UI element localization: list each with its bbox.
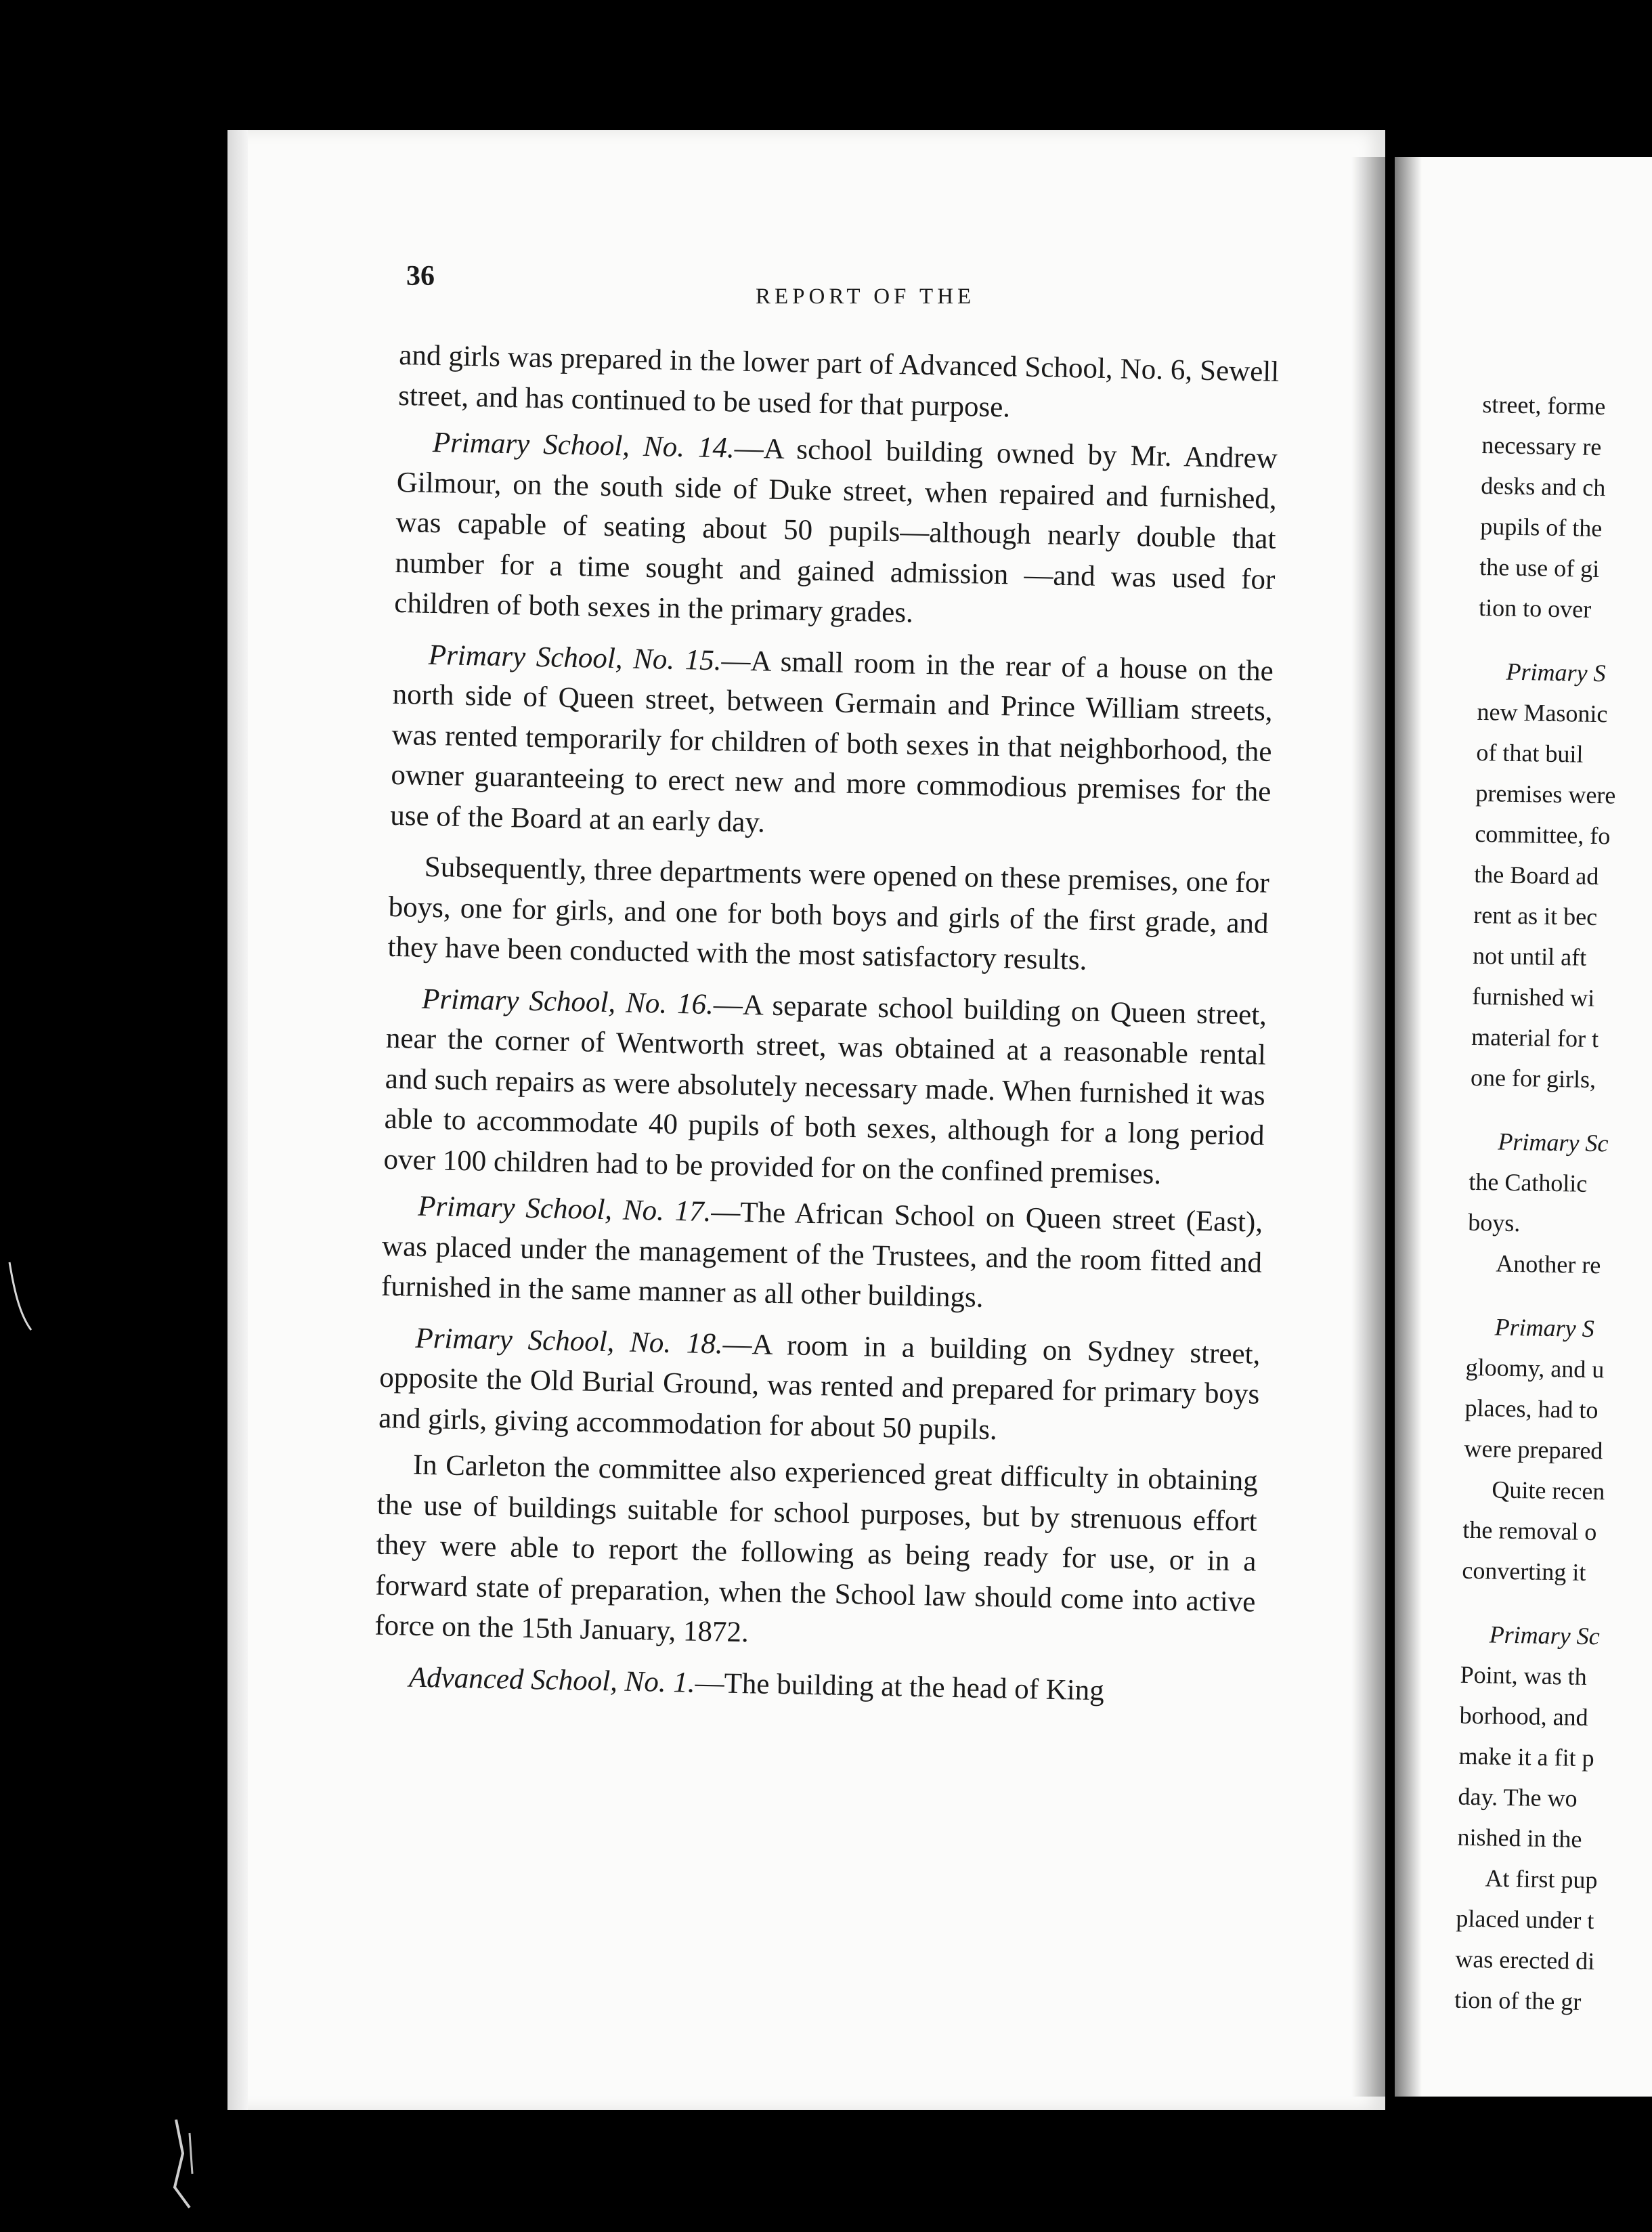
scanner-mark bbox=[7, 1260, 34, 1334]
text-line: Quite recen bbox=[1492, 1476, 1605, 1505]
text-line: tion to over bbox=[1478, 593, 1592, 623]
text-line: of that buil bbox=[1476, 738, 1584, 768]
text-line: the Board ad bbox=[1474, 860, 1599, 890]
paragraph: Advanced School, No. 1.—The building at the head of King bbox=[408, 1661, 1105, 1707]
text-line: the use of gi bbox=[1479, 553, 1600, 583]
text-line: Another re bbox=[1495, 1249, 1601, 1279]
section-heading: Primary School, No. 17. bbox=[417, 1190, 712, 1228]
page-number: 36 bbox=[406, 261, 435, 292]
running-head: REPORT OF THE bbox=[756, 284, 976, 309]
scanner-clip-mark bbox=[162, 2113, 210, 2214]
text-line: borhood, and bbox=[1459, 1701, 1588, 1732]
paragraph: Primary School, No. 15.—A small room in the rear of a house on the north side of Queen street, between Germain and Prince William streets, was rented temporarily for children of both sexes in that neighborhood, the owner guaranteeing to erect new and more commodious premises for the use of the Board at an early day. bbox=[389, 639, 1274, 838]
section-heading: Advanced School, No. 1. bbox=[408, 1661, 696, 1699]
text-line: rent as it bec bbox=[1473, 901, 1598, 931]
text-line: new Masonic bbox=[1477, 698, 1608, 728]
text-line: places, had to bbox=[1464, 1394, 1599, 1424]
text-line: converting it bbox=[1462, 1556, 1586, 1586]
text-line: was erected di bbox=[1455, 1945, 1595, 1975]
text-line: desks and ch bbox=[1481, 471, 1606, 502]
right-page-fragment bbox=[1395, 157, 1652, 2097]
paragraph: and girls was prepared in the lower part of Advanced School, No. 6, Sewell street, and has continued to be used for that purpose. bbox=[397, 339, 1280, 423]
text-line: placed under t bbox=[1456, 1904, 1594, 1935]
text-line: premises were bbox=[1475, 779, 1616, 809]
text-line: Primary S bbox=[1506, 658, 1606, 687]
text-line: one for girls, bbox=[1470, 1063, 1596, 1094]
text-line: Primary S bbox=[1494, 1313, 1595, 1343]
section-heading: Primary School, No. 16. bbox=[421, 983, 714, 1021]
paragraph: Primary School, No. 17.—The African School on Queen street (East), was placed under the management of the Trustees, and the room fitted and furnished in the same manner as all other buildings. bbox=[381, 1190, 1263, 1314]
text-line: furnished wi bbox=[1471, 982, 1595, 1012]
text-line: street, forme bbox=[1482, 390, 1606, 421]
section-heading: Primary School, No. 15. bbox=[428, 639, 722, 677]
text-line: Primary Sc bbox=[1489, 1621, 1601, 1650]
left-page-body bbox=[373, 335, 1280, 1720]
text-line: At first pup bbox=[1485, 1864, 1598, 1894]
text-line: nished in the bbox=[1457, 1823, 1582, 1853]
text-line: Primary Sc bbox=[1498, 1128, 1609, 1157]
text-line: pupils of the bbox=[1479, 512, 1603, 542]
text-line: committee, fo bbox=[1475, 819, 1611, 850]
text-line: were prepared bbox=[1464, 1434, 1603, 1465]
text-line: not until aft bbox=[1472, 941, 1587, 971]
text-line: the Catholic bbox=[1469, 1167, 1588, 1197]
paragraph: Primary School, No. 16.—A separate school building on Queen street, near the corner of Wentworth street, was obtained at a reasonable rental and such repairs as were absolutely necessary made. When furnished it was able to accommodate 40 pupils of both sexes, although for a long period over 100 children had to be provided for on the confined premises. bbox=[383, 983, 1267, 1190]
text-line: necessary re bbox=[1481, 431, 1602, 461]
text-line: the removal o bbox=[1462, 1516, 1597, 1546]
paragraph: In Carleton the committee also experienced great difficulty in obtaining the use of buildings suitable for school purposes, but by strenuous effort they were able to report the following as being ready for use, or in a forward state of preparation, when the School law should come into active force on the 15th January, 1872. bbox=[374, 1448, 1259, 1649]
text-line: make it a fit p bbox=[1458, 1742, 1594, 1772]
right-page-lines bbox=[1454, 384, 1624, 2022]
paragraph: Subsequently, three departments were opened on these premises, one for boys, one for girls, and one for both boys and girls of the first grade, and they have been conducted with the most satisfactory results. bbox=[387, 851, 1270, 976]
section-heading: Primary School, No. 14. bbox=[432, 426, 735, 465]
text-line: tion of the gr bbox=[1454, 1986, 1582, 2015]
text-line: material for t bbox=[1471, 1023, 1599, 1053]
paragraph: Primary School, No. 14.—A school building owned by Mr. Andrew Gilmour, on the south side of Duke street, when repaired and furnished, was capable of seating about 50 pupils—although nearly double that number for a time sought and gained admission —and was used for children of both sexes in the primary grades. bbox=[393, 426, 1278, 629]
paragraph: Primary School, No. 18.—A room in a building on Sydney street, opposite the Old Burial Ground, was rented and prepared for primary boys and girls, giving accommodation for about 50 pupils. bbox=[378, 1322, 1261, 1446]
text-line: boys. bbox=[1468, 1208, 1521, 1237]
text-line: gloomy, and u bbox=[1465, 1353, 1605, 1383]
section-heading: Primary School, No. 18. bbox=[415, 1322, 724, 1360]
text-line: day. The wo bbox=[1458, 1782, 1578, 1812]
text-line: Point, was th bbox=[1460, 1660, 1588, 1690]
